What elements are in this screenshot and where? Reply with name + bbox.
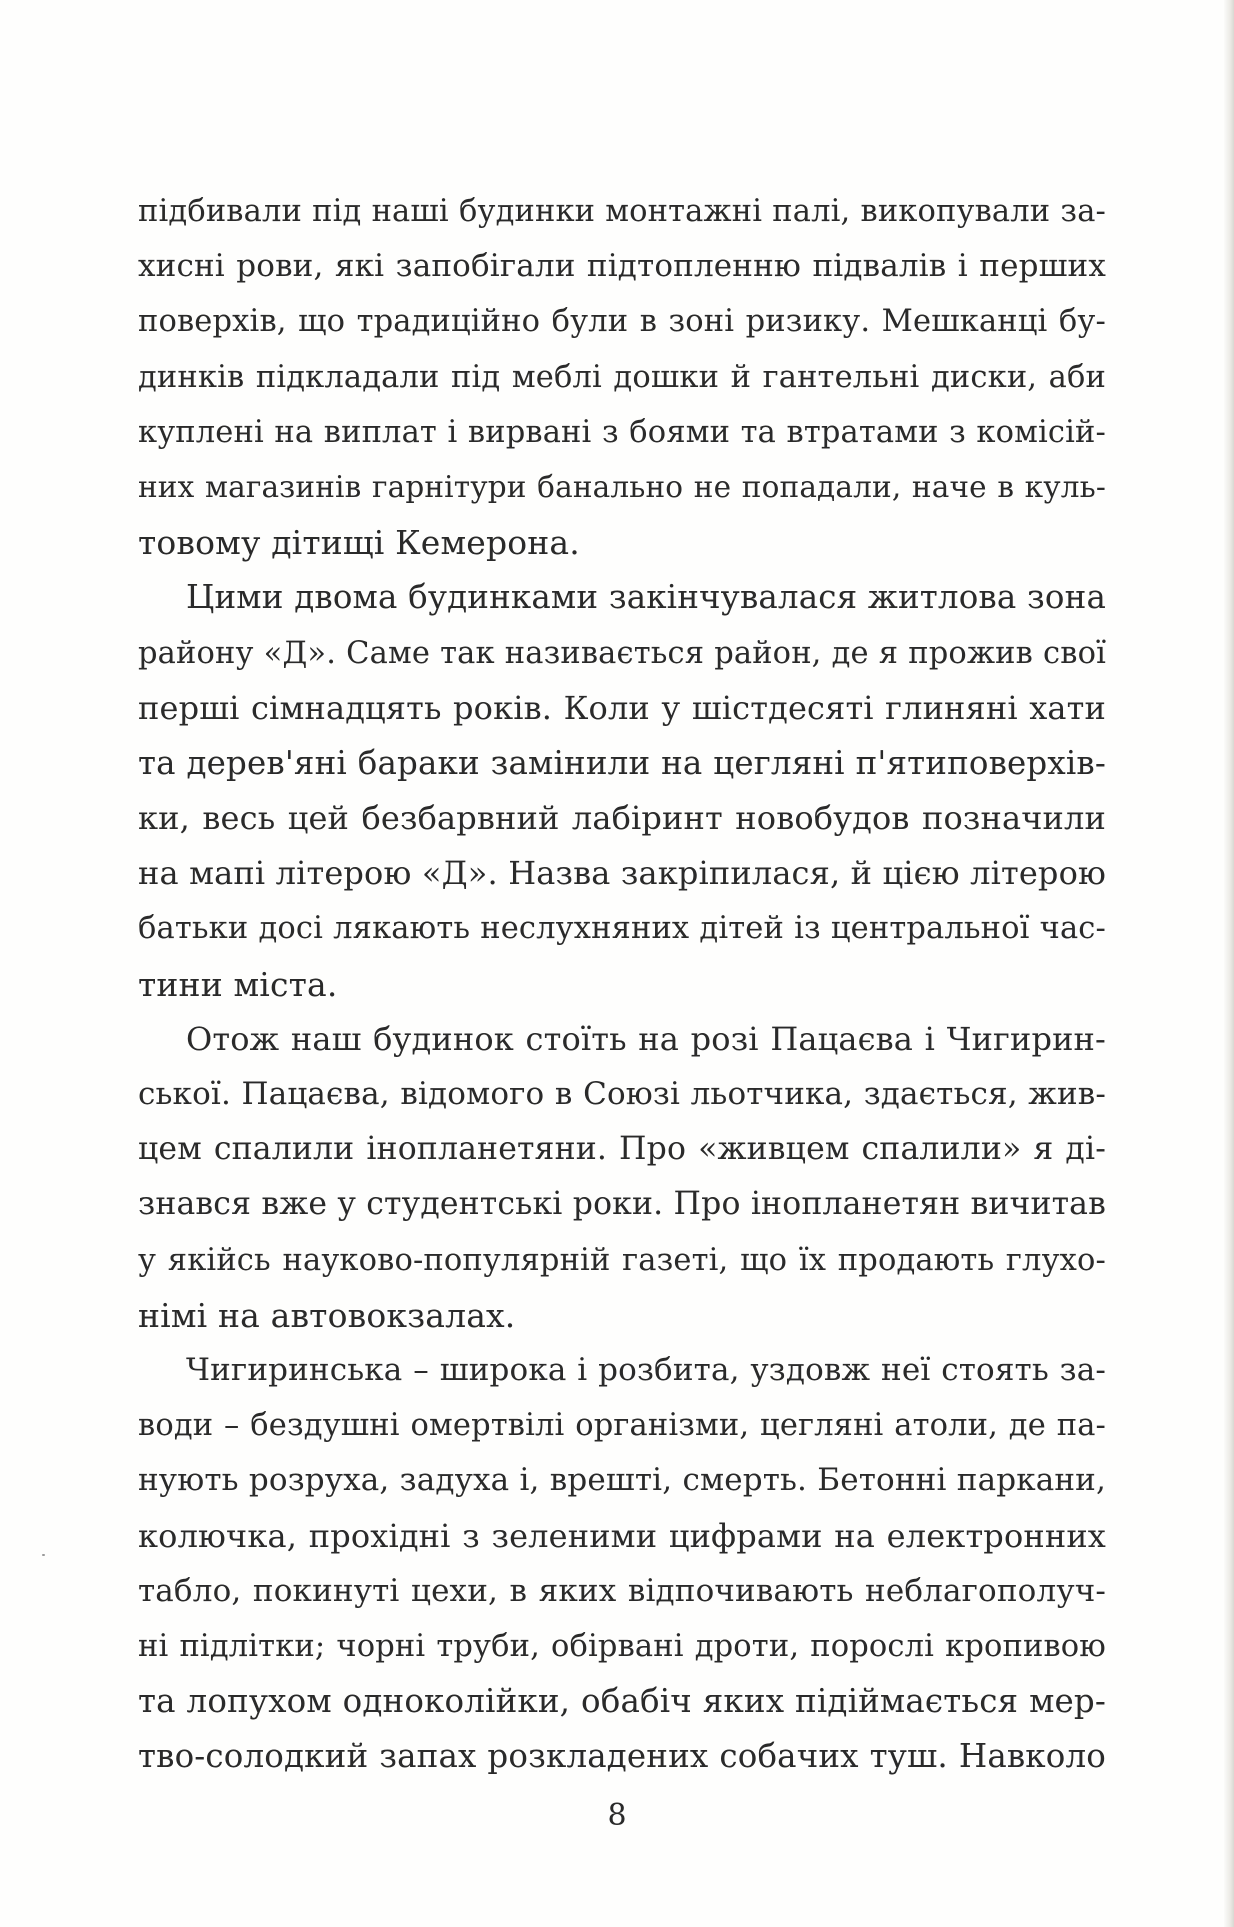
- page-edge-shadow: [1224, 0, 1234, 1927]
- scan-speck: [42, 1554, 45, 1556]
- text-line: та дерев'яні бараки замінили на цегляні п'ятиповерхів-: [138, 743, 1106, 782]
- text-line: динків підкладали під меблі дошки й гантельні диски, аби: [138, 359, 1106, 395]
- text-line: ні підлітки; чорні труби, обірвані дроти, порослі кропивою: [138, 1628, 1106, 1664]
- text-line: товому дітищі Кемерона.: [138, 523, 580, 563]
- text-line: німі на автовокзалах.: [138, 1295, 516, 1335]
- page-number: 8: [607, 1798, 627, 1833]
- body-text: [138, 184, 1106, 1784]
- text-line: Чигиринська – широка і розбита, уздовж неї стоять за-: [186, 1351, 1106, 1388]
- text-line: батьки досі лякають неслухняних дітей із центральної час-: [138, 911, 1106, 947]
- text-line: Цими двома будинками закінчувалася житлова зона: [186, 578, 1106, 617]
- text-line: підбивали під наші будинки монтажні палі, викопували за-: [138, 194, 1106, 229]
- text-line: нують розруха, задуха і, врешті, смерть. Бетонні паркани,: [138, 1462, 1106, 1499]
- text-line: них магазинів гарнітури банально не попадали, наче в куль-: [138, 469, 1106, 504]
- text-line: води – бездушні омертвілі організми, цегляні атоли, де па-: [138, 1408, 1106, 1444]
- text-line: тини міста.: [138, 964, 338, 1004]
- text-line: та лопухом одноколійки, обабіч яких підіймається мер-: [138, 1682, 1106, 1721]
- text-line: цем спалили інопланетяни. Про «живцем спалили» я ді-: [138, 1131, 1106, 1168]
- text-line: знався вже у студентські роки. Про інопланетян вичитав: [138, 1186, 1106, 1223]
- text-line: колючка, прохідні з зеленими цифрами на електронних: [138, 1516, 1106, 1555]
- text-line: ської. Пацаєва, відомого в Союзі льотчика, здається, жив-: [138, 1076, 1106, 1112]
- text-line: поверхів, що традиційно були в зоні ризику. Мешканці бу-: [138, 304, 1106, 340]
- text-line: перші сімнадцять років. Коли у шістдесяті глиняні хати: [138, 688, 1106, 727]
- text-line: куплені на виплат і вирвані з боями та втратами з комісій-: [138, 414, 1106, 450]
- text-line: на мапі літерою «Д». Назва закріпилася, й цією літерою: [138, 854, 1106, 893]
- text-line: ки, весь цей безбарвний лабіринт новобудов позначили: [138, 799, 1106, 838]
- text-line: хисні рови, які запобігали підтопленню підвалів і перших: [138, 248, 1106, 285]
- text-line: у якійсь науково-популярній газеті, що їх продають глухо-: [138, 1242, 1106, 1278]
- text-line: Отож наш будинок стоїть на розі Пацаєва і Чигирин-: [186, 1019, 1106, 1058]
- text-line: табло, покинуті цехи, в яких відпочивають неблагополуч-: [138, 1572, 1106, 1609]
- text-line: тво-солодкий запах розкладених собачих туш. Навколо: [138, 1737, 1106, 1776]
- text-line: району «Д». Саме так називається район, де я прожив свої: [138, 635, 1106, 671]
